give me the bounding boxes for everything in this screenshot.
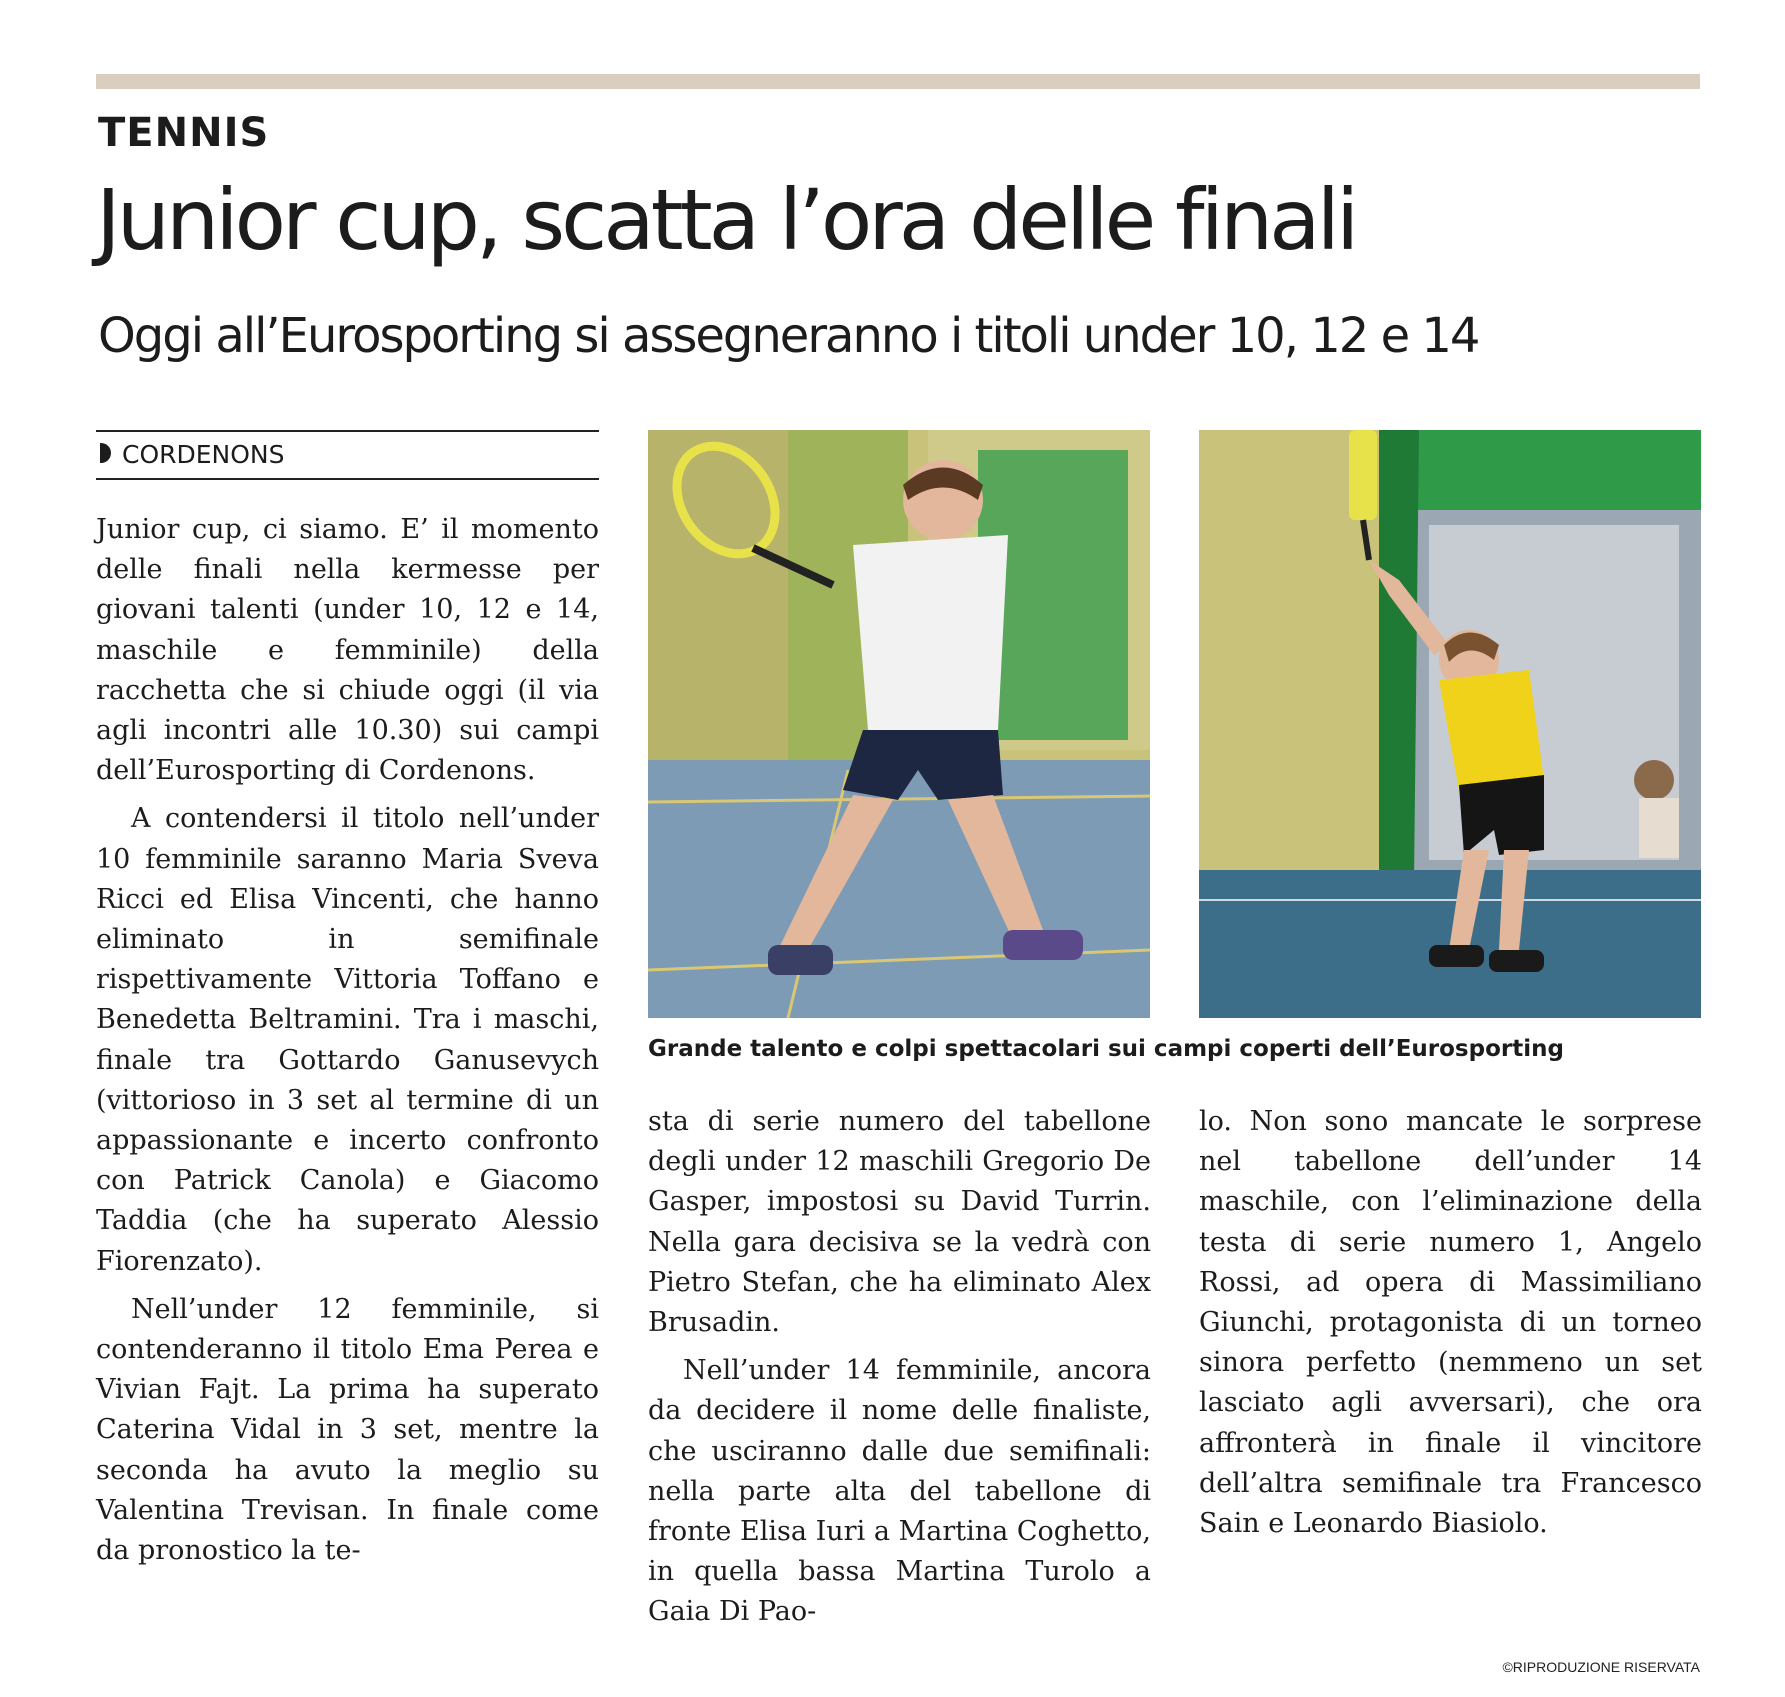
photo-player-forehand (648, 430, 1150, 1018)
body-paragraph: Nell’under 12 femminile, si contenderanno il titolo Ema Perea e Vivian Fajt. La prima ha superato Caterina Vidal in 3 set, mentre la seconda ha avuto la meglio su Valentina Trevisan. In finale come da pronostico la te- (96, 1293, 599, 1567)
body-column-3 (1199, 1102, 1702, 1544)
body-paragraph: Nell’under 14 femminile, ancora da decidere il nome delle finaliste, che usciranno dalle due semifinali: nella parte alta del tabellone di fronte Elisa Iuri a Martina Coghetto, in quella bassa Martina Turolo a Gaia Di Pao- (648, 1355, 1151, 1628)
dateline-place: CORDENONS (122, 440, 285, 469)
copyright-notice: ©RIPRODUZIONE RISERVATA (1502, 1659, 1700, 1675)
body-paragraph: lo. Non sono mancate le sorprese nel tabellone dell’under 14 maschile, con l’eliminazione della testa di serie numero 1, Angelo Rossi, ad opera di Massimiliano Giunchi, protagonista di un torneo sinora perfetto (nemmeno un set lasciato agli avversari), che ora affronterà in finale il vincitore dell’altra semifinale tra Francesco Sain e Leonardo Biasiolo. (1199, 1106, 1702, 1540)
section-kicker: TENNIS (98, 110, 270, 156)
body-column-1 (96, 510, 599, 1571)
article-subheadline: Oggi all’Eurosporting si assegneranno i titoli under 10, 12 e 14 (98, 308, 1479, 364)
body-paragraph: A contendersi il titolo nell’under 10 femminile saranno Maria Sveva Ricci ed Elisa Vincenti, che hanno eliminato in semifinale rispettivamente Vittoria Toffano e Benedetta Beltramini. Tra i maschi, finale tra Gottardo Ganusevych (vittorioso in 3 set al termine di un appassionante e incerto confronto con Patrick Canola) e Giacomo Taddia (che ha superato Alessio Fiorenzato). (96, 803, 599, 1277)
dateline-marker-icon (100, 443, 111, 463)
body-paragraph: sta di serie numero del tabellone degli under 12 maschili Gregorio De Gasper, impostosi su David Turrin. Nella gara decisiva se la vedrà con Pietro Stefan, che ha eliminato Alex Brusadin. (648, 1106, 1151, 1339)
body-column-2 (648, 1102, 1151, 1633)
body-paragraph: Junior cup, ci siamo. E’ il momento delle finali nella kermesse per giovani talenti (under 10, 12 e 14, maschile e femminile) della racchetta che si chiude oggi (il via agli incontri alle 10.30) sui campi dell’Eurosporting di Cordenons. (96, 514, 599, 787)
photo-player-serve (1199, 430, 1701, 1018)
dateline (96, 430, 599, 480)
photo-caption: Grande talento e colpi spettacolari sui campi coperti dell’Eurosporting (648, 1036, 1564, 1062)
top-rule (96, 74, 1700, 89)
article-headline: Junior cup, scatta l’ora delle finali (96, 171, 1356, 269)
